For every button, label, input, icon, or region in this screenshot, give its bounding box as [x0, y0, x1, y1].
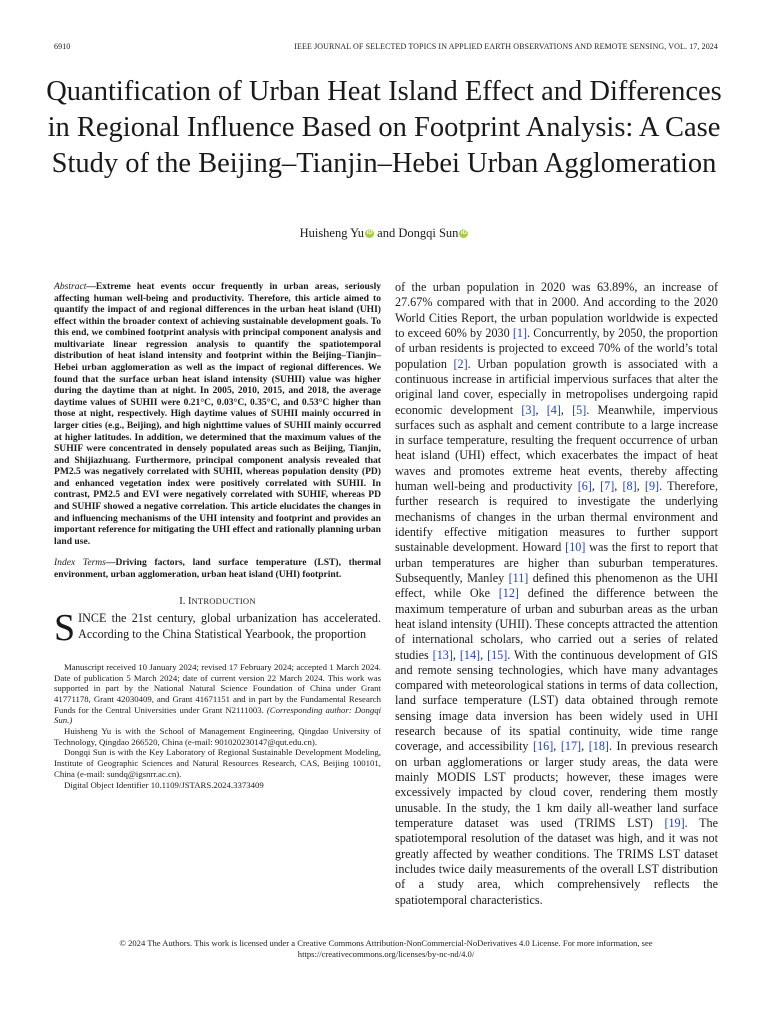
footnote-doi: Digital Object Identifier 10.1109/JSTARS.2024.3373409 — [64, 779, 264, 790]
reference-link[interactable]: [3] — [521, 402, 536, 417]
author-connector: and — [377, 226, 396, 240]
reference-link[interactable]: [14] — [459, 647, 481, 662]
body-text-run: . With the continuous development of GIS and remote sensing technologies, which have many advantages compared with meteorological stations in terms of data collection, land surface temperature (LST) data obtained through remote sensing image data inversion has been widely used in UHI research because of its spatial continuity, wide time range coverage, and accessibility — [395, 647, 718, 754]
footnote-manuscript-text: Manuscript received 10 January 2024; revised 17 February 2024; accepted 1 March 2024. Date of publication 5 March 2024; date of current version 22 March 2024. This work was supported in part by the National Natural Science Foundation of China under Grant 41771178, Grant 42030409, and Grant 41671151 and in part by the Fundamental Research Funds for the Central Universities under Grant N2111003. — [54, 661, 381, 715]
abstract-text: —Extreme heat events occur frequently in urban areas, seriously affecting human well-being and productivity. Therefore, this article aimed to quantify the impact of and regional differences in the urban heat island (UHI) effect within the broader context of achieving sustainable development goals. To this end, we combined footprint analysis with principal component analysis and multivariate linear regression analysis to quantify the spatiotemporal distribution of heat island intensity and footprint within the Beijing–Tianjin–Hebei urban agglomeration as well as the impact of regional differences. We found that the surface urban heat island intensity (SUHII) value was higher during the daytime than at night. In 2005, 2010, 2015, and 2018, the average daytime values of SUHII were 0.21°C, 0.03°C, 0.35°C, and 0.53°C higher than those at night, respectively. High daytime values of SUHII mainly occurred in larger cities (e.g., Beijing), and high nighttime values of SUHII mainly occurred at higher latitudes. In addition, we determined that the maximum values of the SUHIF were concentrated in densely populated areas such as Beijing, Tianjin, and Shijiazhuang. Furthermore, principal component analysis revealed that PM2.5 was negatively correlated with SUHII, whereas population density (PD) and enhanced vegetation index were positively correlated with SUHII. In contrast, PM2.5 and EVI were negatively correlated with SUHIF, whereas PD and SUHIF showed a negative correlation. This article elucidates the changes in and influencing mechanisms of the UHI intensity and footprint and provides an important reference for mitigating the UHI effect and rationally planning urban land use. — [54, 281, 381, 547]
right-column — [395, 280, 718, 908]
drop-cap: S — [54, 607, 76, 650]
license-url[interactable]: https://creativecommons.org/licenses/by-nc-nd/4.0/ — [297, 949, 475, 959]
body-text-run: was the first to report that urban temperatures are higher than suburban temperatures. Subsequently, Manley — [395, 540, 718, 585]
body-text-run: . In previous research on urban agglomerations or larger study areas, the data were mainly MODIS LST products; however, these images were excessively impacted by cloud cover, rendering them mostly unusable. In the study, the 1 km daily all-weather land surface temperature dataset was used (TRIMS LST) — [395, 739, 718, 830]
index-terms-lead: Index Terms — [54, 557, 106, 569]
body-text-run: . Urban population growth is associated with a continuous increase in artificial impervious surfaces that alter the original land cover, especially in metropolises undergoing rapid economic development — [395, 356, 719, 417]
intro-text: INCE the 21st century, global urbanization has accelerated. According to the China Statistical Yearbook, the proportion — [78, 611, 381, 641]
reference-link[interactable]: [8] — [622, 479, 637, 494]
reference-link[interactable]: [17] — [560, 739, 582, 754]
reference-link[interactable]: [7] — [600, 479, 615, 494]
body-text-run: , — [614, 479, 623, 494]
intro-paragraph — [54, 607, 381, 650]
left-column — [54, 281, 381, 790]
body-text-run: , — [636, 479, 645, 494]
reference-link[interactable]: [6] — [577, 479, 592, 494]
journal-name: IEEE JOURNAL OF SELECTED TOPICS IN APPLIED EARTH OBSERVATIONS AND REMOTE SENSING, VOL. 17, 2024 — [294, 42, 718, 51]
reference-link[interactable]: [12] — [498, 586, 519, 601]
body-text-run: . The spatiotemporal resolution of the dataset was high, and it was not greatly affected by weather conditions. The TRIMS LST dataset includes twice daily measurements of the overall LST distribution of a study area, which comprehensively reflects the spatiotemporal characteristics. — [395, 815, 719, 907]
paper-title: Quantification of Urban Heat Island Effect and Differences in Regional Influence Based on Footprint Analysis: A Case Study of the Beijing–Tianjin–Hebei Urban Agglomeration — [46, 76, 722, 179]
reference-link[interactable]: [13] — [432, 647, 453, 662]
footnote-author2: Dongqi Sun is with the Key Laboratory of Regional Sustainable Development Modeling, Institute of Geographic Sciences and Natural Resources Research, CAS, Beijing 100101, China (e-mail: sundq@igsnrr.ac.cn). — [54, 747, 381, 779]
body-text-run: , — [480, 647, 488, 662]
author-line — [0, 226, 768, 241]
footnote-manuscript — [54, 662, 381, 726]
reference-link[interactable]: [5] — [572, 402, 587, 417]
body-text-run: of the urban population in 2020 was 63.89%, an increase of 27.67% compared with that in 2000. And according to the 2020 World Cities Report, the urban population worldwide is expected to exceed 60% by 2030 — [395, 280, 718, 340]
section-heading — [54, 596, 381, 607]
license-text: © 2024 The Authors. This work is licensed under a Creative Commons Attribution-NonCommercial-NoDerivatives 4.0 License. For more information, see — [119, 938, 653, 948]
body-text-run: . Therefore, further research is required to investigate the underlying mechanisms of changes in the urban thermal environment and identify effective mitigation measures to further support sustainable development. Howard — [395, 479, 718, 555]
footnote-corresponding: (Corresponding author: Dongqi Sun.) — [54, 704, 382, 726]
author-name: Dongqi Sun — [398, 226, 459, 240]
reference-link[interactable]: [19] — [664, 815, 685, 830]
body-text-run: . Concurrently, by 2050, the proportion of urban residents is projected to exceed 70% of the world’s total population — [395, 325, 718, 371]
body-text-run: defined the difference between the maximum temperature of urban and suburban areas as the urban heat island intensity (UHII). These concepts attracted the attention of international scholars, who carried out a series of related studies — [395, 586, 718, 662]
orcid-icon[interactable]: iD — [460, 230, 467, 236]
reference-link[interactable]: [2] — [453, 356, 468, 371]
section-title-first: I — [187, 596, 192, 608]
index-terms-text: —Driving factors, land surface temperature (LST), thermal environment, urban agglomeration, urban heat island (UHI) footprint. — [54, 557, 381, 580]
footnote-author1: Huisheng Yu is with the School of Management Engineering, Qingdao University of Technology, Qingdao 266520, China (e-mail: 901020230147@qut.edu.cn). — [54, 726, 381, 747]
body-text-run: , — [553, 739, 561, 754]
reference-link[interactable]: [16] — [533, 739, 554, 754]
reference-link[interactable]: [9] — [644, 479, 660, 494]
abstract-lead: Abstract — [54, 281, 87, 292]
author-name: Huisheng Yu — [299, 226, 365, 240]
body-paragraph — [395, 280, 718, 908]
reference-link[interactable]: [15] — [487, 647, 508, 662]
body-text-run: , — [591, 479, 601, 494]
body-text-run: defined this phenomenon as the UHI effect, while Oke — [395, 570, 718, 601]
license-notice — [54, 938, 718, 960]
body-text-run: , — [452, 647, 460, 662]
reference-link[interactable]: [1] — [512, 325, 528, 340]
body-text-run: , — [560, 402, 573, 417]
body-text-run: , — [535, 402, 547, 417]
reference-link[interactable]: [4] — [546, 402, 561, 417]
footnotes — [54, 662, 381, 790]
index-terms — [54, 557, 381, 580]
abstract — [54, 281, 381, 547]
reference-link[interactable]: [10] — [565, 540, 586, 555]
reference-link[interactable]: [18] — [588, 739, 609, 754]
section-title-rest: NTRODUCTION — [191, 596, 256, 607]
section-numeral: I. — [179, 596, 186, 608]
body-text-run: , — [581, 739, 589, 754]
orcid-icon[interactable]: iD — [366, 230, 373, 236]
reference-link[interactable]: [11] — [508, 570, 529, 585]
body-text-run: . Meanwhile, impervious surfaces such as asphalt and cement contribute to a large increase in surface temperature, resulting the frequent occurrence of urban heat island (UHI) effect, which exacerbates the impact of heat waves and promotes extreme heat events, thereby affecting human well-being and productivity — [395, 402, 718, 494]
page-number: 6910 — [54, 42, 71, 51]
